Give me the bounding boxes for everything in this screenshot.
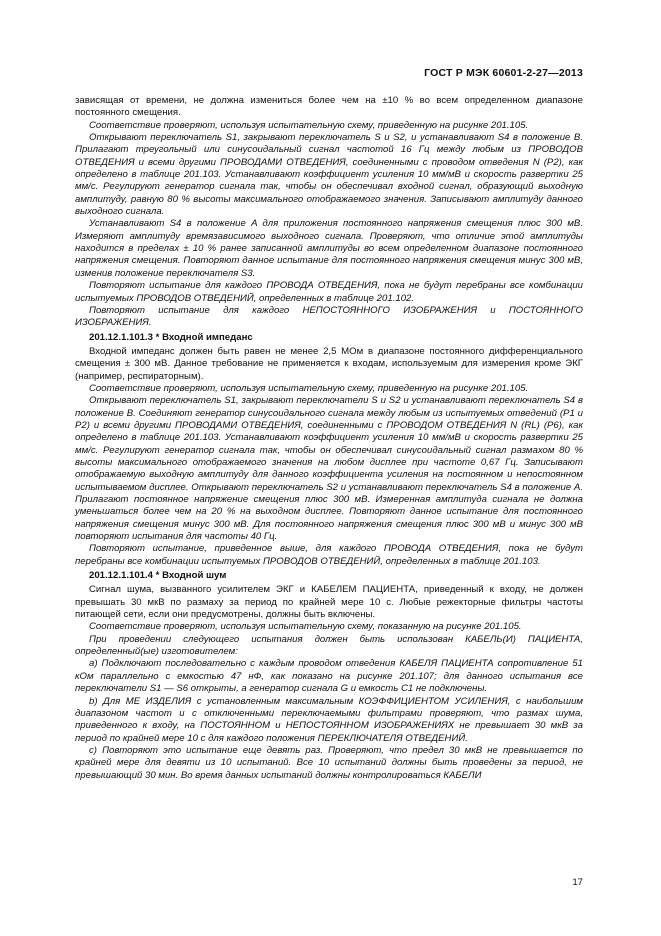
paragraph: Повторяют испытание для каждого НЕПОСТОЯННОГО ИЗОБРАЖЕНИЯ и ПОСТОЯННОГО ИЗОБРАЖЕНИЯ. (75, 304, 583, 329)
paragraph: a) Подключают последовательно с каждым проводом отведения КАБЕЛЯ ПАЦИЕНТА сопротивление 51 кОм параллельно с емкостью 47 нФ, как показано на рисунке 201.107; для данного испытания все переключатели S1 — S6 открыты, а генератор сигнала G и емкость C1 не подключены. (75, 658, 583, 695)
page-body (75, 95, 583, 782)
paragraph: c) Повторяют это испытание еще девять раз. Проверяют, что предел 30 мкВ не превышается по крайней мере для девяти из 10 испытаний. Все 10 испытаний должны быть проведены за период, не превышающий 30 мин. Во время данных испытаний должны контролироваться КАБЕЛИ (75, 744, 583, 781)
paragraph: Устанавливают S4 в положение A для приложения постоянного напряжения смещения плюс 300 мВ. Измеряют амплитуду времязависимого выходного сигнала. Проверяют, что отличие этой амплитуды находится в пределах ± 10 % ранее записанной амплитуды во всем определенном диапазоне постоянного напряжения смещения. Повторяют данное испытание для постоянного напряжения смещения минус 300 мВ, изменив положение переключателя S3. (75, 218, 583, 279)
document-header: ГОСТ Р МЭК 60601-2-27—2013 (424, 67, 583, 79)
paragraph: Открывают переключатель S1, закрывают переключатели S и S2 и устанавливают переключатель S4 в положение B. Соединяют генератор синусоидального сигнала между любым из испытуемых отведений (P1 и P2) и всеми другими ПРОВОДАМИ ОТВЕДЕНИЯ, соединенными с ПРОВОДОМ ОТВЕДЕНИЯ N (RL) (P6), как определено в таблице 201.103. Устанавливают коэффициент усиления 10 мм/мВ и скорость развертки 25 мм/с. Регулируют генератор сигнала так, чтобы он обеспечивал синусоидальный сигнал размахом 80 % высоты максимального отображаемого значения на любом дисплее при частоте 0,67 Гц. Записывают отображаемую выходную амплитуду для данного коэффициента усиления на постоянном и непостоянном испытываемом дисплее. Открывают переключатель S2 и устанавливают переключатель S4 в положение A. Прилагают постоянное напряжение смещения плюс 300 мВ. Измеренная амплитуда сигнала не должна уменьшаться более чем на 20 % на выходном дисплее. Повторяют данное испытание для постоянного напряжения смещения минус 300 мВ. Для постоянного напряжения смещения плюс 300 мВ и минус 300 мВ повторяют испытания для частоты 40 Гц. (75, 395, 583, 543)
paragraph: Повторяют испытание, приведенное выше, для каждого ПРОВОДА ОТВЕДЕНИЯ, пока не будут перебраны все комбинации испытуемых ПРОВОДОВ ОТВЕДЕНИЙ, определенных в таблице 201.103. (75, 543, 583, 567)
paragraph: Сигнал шума, вызванного усилителем ЭКГ и КАБЕЛЕМ ПАЦИЕНТА, приведенный к входу, не должен превышать 30 мкВ по размаху за период по крайней мере 10 с. Любые режекторные фильтры частоты питающей сети, если они предусмотрены, должны быть включены. (75, 584, 583, 621)
section-heading: 201.12.1.101.4 * Входной шум (89, 570, 227, 582)
paragraph: зависящая от времени, не должна измениться более чем на ±10 % во всем определенном диапазоне постоянного смещения. (75, 95, 583, 119)
paragraph: Соответствие проверяют, используя испытательную схему, показанную на рисунке 201.105. (89, 621, 522, 633)
paragraph: Повторяют испытание для каждого ПРОВОДА ОТВЕДЕНИЯ, пока не будут перебраны все комбинации испытуемых ПРОВОДОВ ОТВЕДЕНИЙ, определенных в таблице 201.102. (75, 280, 583, 304)
paragraph: Открывают переключатель S1, закрывают переключатель S и S2, и устанавливают S4 в положение B. Прилагают треугольный или синусоидальный сигнал частотой 16 Гц между любым из ПРОВОДОВ ОТВЕДЕНИЯ и всеми другими ПРОВОДАМИ ОТВЕДЕНИЯ, соединенными с проводом отведения N (P2), как определено в таблице 201.103. Устанавливают коэффициент усиления 10 мм/мВ и скорость развертки 25 мм/с. Регулируют генератор сигнала так, чтобы он обеспечивал входной сигнал, образующий выходную амплитуду, равную 80 % высоты максимального отображаемого значения. Записывают амплитуду данного выходного сигнала. (75, 132, 583, 218)
section-heading: 201.12.1.101.3 * Входной импеданс (89, 331, 253, 343)
paragraph: Соответствие проверяют, используя испытательную схему, приведенную на рисунке 201.105. (89, 119, 529, 131)
paragraph: Соответствие проверяют, используя испытательную схему, приведенную на рисунке 201.105. (89, 382, 529, 394)
page-number: 17 (572, 877, 583, 888)
paragraph: Входной импеданс должен быть равен не менее 2,5 МОм в диапазоне постоянного дифференциального смещения ± 300 мВ. Данное требование не применяется к входам, используемым для измерения кроме ЭКГ (например, респираторным). (75, 345, 583, 382)
paragraph: b) Для МЕ ИЗДЕЛИЯ с установленным максимальным КОЭФФИЦИЕНТОМ УСИЛЕНИЯ, с наибольшим диапазоном частот и с отключенными переключаемыми фильтрами проверяют, что размах шума, приведенного к входу, на ПОСТОЯННОМ и НЕПОСТОЯННОМ ИЗОБРАЖЕНИЯХ не превышает 30 мкВ за период по крайней мере 10 с для каждого положения ПЕРЕКЛЮЧАТЕЛЯ ОТВЕДЕНИЙ. (75, 695, 583, 744)
paragraph: При проведении следующего испытания должен быть использован КАБЕЛЬ(И) ПАЦИЕНТА, определенный(ые) изготовителем: (75, 633, 583, 658)
